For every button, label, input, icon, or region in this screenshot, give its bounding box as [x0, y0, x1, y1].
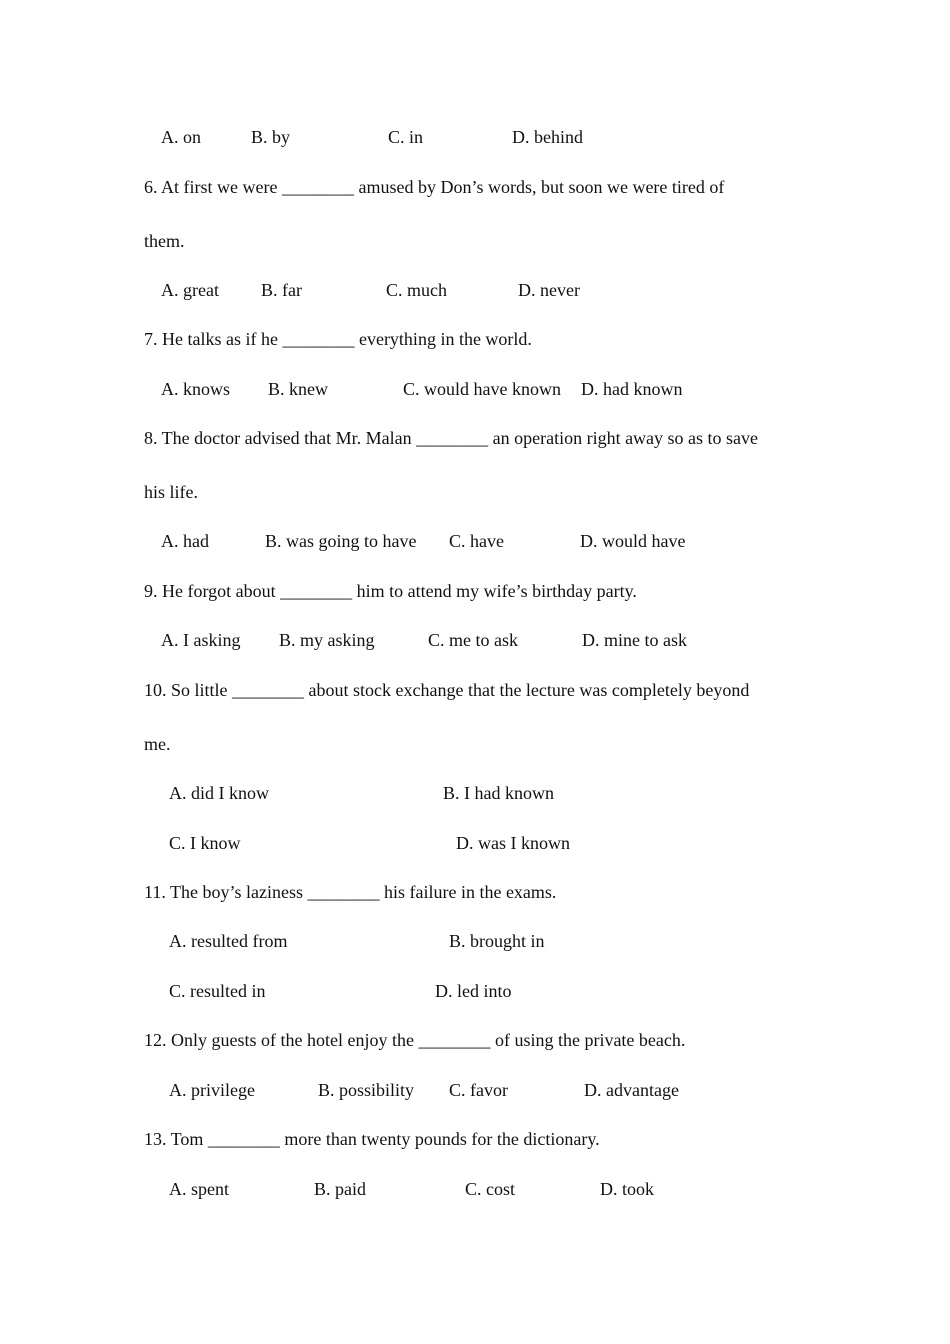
q10-stem-line-1: 10. So little ________ about stock exchange that the lecture was completely beyond: [144, 680, 750, 700]
q13-option-a: A. spent: [169, 1179, 229, 1199]
q8-option-d: D. would have: [580, 531, 686, 551]
q12-option-b: B. possibility: [318, 1080, 415, 1100]
q8-stem-line-1: 8. The doctor advised that Mr. Malan ________ an operation right away so as to save: [144, 428, 759, 448]
q11-option-c: C. resulted in: [169, 981, 266, 1001]
q5-option-d: D. behind: [512, 127, 583, 147]
q10-option-d: D. was I known: [456, 833, 570, 853]
q11-option-a: A. resulted from: [169, 931, 288, 951]
q10-option-c: C. I know: [169, 833, 241, 853]
q5-option-a: A. on: [161, 127, 201, 147]
q11-option-d: D. led into: [435, 981, 512, 1001]
q6-option-a: A. great: [161, 280, 219, 300]
q6-option-d: D. never: [518, 280, 580, 300]
q8-stem-line-2: his life.: [144, 482, 198, 502]
q12-stem-line-1: 12. Only guests of the hotel enjoy the ________ of using the private beach.: [144, 1030, 686, 1050]
q11-stem-line-1: 11. The boy’s laziness ________ his failure in the exams.: [144, 882, 557, 902]
q9-option-a: A. I asking: [161, 630, 241, 650]
q5-option-b: B. by: [251, 127, 291, 147]
q6-stem-line-2: them.: [144, 231, 185, 251]
q13-option-d: D. took: [600, 1179, 654, 1199]
q7-option-d: D. had known: [581, 379, 683, 399]
q8-option-a: A. had: [161, 531, 209, 551]
q7-option-c: C. would have known: [403, 379, 561, 399]
q9-option-d: D. mine to ask: [582, 630, 687, 650]
q7-stem-line-1: 7. He talks as if he ________ everything in the world.: [144, 329, 532, 349]
q13-option-c: C. cost: [465, 1179, 516, 1199]
q10-stem-line-2: me.: [144, 734, 171, 754]
q6-option-b: B. far: [261, 280, 302, 300]
q9-option-c: C. me to ask: [428, 630, 518, 650]
q7-option-b: B. knew: [268, 379, 328, 399]
q8-option-c: C. have: [449, 531, 504, 551]
q13-option-b: B. paid: [314, 1179, 366, 1199]
q7-option-a: A. knows: [161, 379, 231, 399]
q11-option-b: B. brought in: [449, 931, 545, 951]
q9-option-b: B. my asking: [279, 630, 375, 650]
q12-option-d: D. advantage: [584, 1080, 679, 1100]
q12-option-c: C. favor: [449, 1080, 508, 1100]
q10-option-b: B. I had known: [443, 783, 554, 803]
q8-option-b: B. was going to have: [265, 531, 417, 551]
q5-option-c: C. in: [388, 127, 424, 147]
q12-option-a: A. privilege: [169, 1080, 255, 1100]
q10-option-a: A. did I know: [169, 783, 269, 803]
q6-stem-line-1: 6. At first we were ________ amused by Don’s words, but soon we were tired of: [144, 177, 725, 197]
q9-stem-line-1: 9. He forgot about ________ him to attend my wife’s birthday party.: [144, 581, 637, 601]
q6-option-c: C. much: [386, 280, 447, 300]
q13-stem-line-1: 13. Tom ________ more than twenty pounds for the dictionary.: [144, 1129, 600, 1149]
